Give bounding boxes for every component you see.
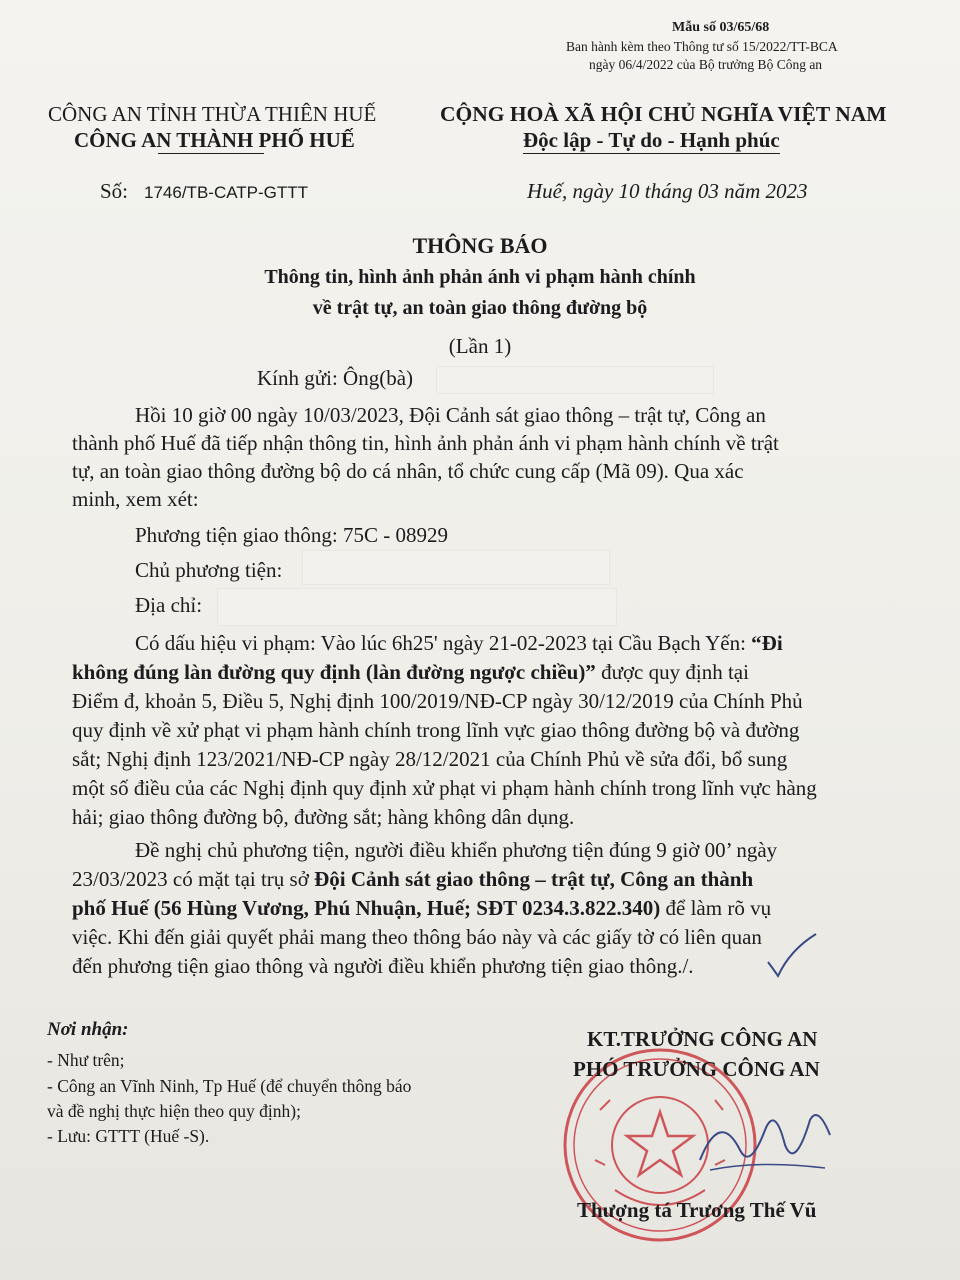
document-number: [100, 179, 308, 204]
violation-line-2-text: được quy định tại: [595, 660, 749, 684]
signature-title-2: PHÓ TRƯỞNG CÔNG AN: [573, 1057, 820, 1081]
intro-line-1: Hồi 10 giờ 00 ngày 10/03/2023, Đội Cảnh sát giao thông – trật tự, Công an: [135, 403, 766, 427]
salutation: Kính gửi: Ông(bà): [257, 366, 414, 390]
violation-line-4: quy định về xử phạt vi phạm hành chính trong lĩnh vực giao thông đường bộ và đường: [72, 718, 800, 742]
violation-line-1-text: Có dấu hiệu vi phạm: Vào lúc 6h25' ngày 21-02-2023 tại Cầu Bạch Yến:: [135, 631, 752, 655]
request-line-3-text: để làm rõ vụ: [660, 896, 772, 920]
motto-text: Độc lập - Tự do - Hạnh phúc: [523, 128, 780, 152]
vehicle-label: Phương tiện giao thông:: [135, 523, 338, 547]
redacted-recipient-name: [436, 366, 714, 394]
violation-line-5: sắt; Nghị định 123/2021/NĐ-CP ngày 28/12/2021 của Chính Phủ về sửa đổi, bổ sung: [72, 747, 788, 771]
agency-parent: CÔNG AN TỈNH THỪA THIÊN HUẾ: [48, 102, 377, 126]
recipient-item: và đề nghị thực hiện theo quy định);: [47, 1101, 301, 1121]
violation-line-7: hải; giao thông đường bộ, đường sắt; hàng không dân dụng.: [72, 805, 575, 829]
document-number-value: 1746/TB-CATP-GTTT: [144, 183, 309, 202]
violation-line-1-bold: “Đi: [751, 631, 783, 655]
form-issued-line-1: Ban hành kèm theo Thông tư số 15/2022/TT-BCA: [566, 39, 838, 54]
signature-title-1: KT.TRƯỞNG CÔNG AN: [587, 1027, 818, 1051]
recipient-item: - Lưu: GTTT (Huế -S).: [47, 1126, 210, 1146]
form-code: Mẫu số 03/65/68: [672, 20, 770, 35]
vehicle-plate: 75C - 08929: [342, 523, 448, 547]
request-line-4: việc. Khi đến giải quyết phải mang theo thông báo này và các giấy tờ có liên quan: [72, 925, 762, 949]
violation-line-6: một số điều của các Nghị định quy định xử phạt vi phạm hành chính trong lĩnh vực hàng: [72, 776, 817, 800]
intro-line-4: minh, xem xét:: [72, 487, 199, 511]
handwritten-signature: [690, 1090, 840, 1190]
vehicle-address-label: Địa chỉ:: [135, 593, 203, 617]
agency-name: CÔNG AN THÀNH PHỐ HUẾ: [74, 128, 355, 152]
checkmark-icon: [760, 930, 820, 980]
redacted-address: [217, 588, 617, 626]
redacted-owner: [302, 550, 610, 585]
violation-line-1: [135, 631, 783, 656]
document-subtitle-2: về trật tự, an toàn giao thông đường bộ: [312, 297, 648, 319]
recipient-item: - Như trên;: [47, 1050, 125, 1070]
document-title: THÔNG BÁO: [412, 233, 548, 258]
vehicle-plate-line: [135, 523, 448, 548]
document-subtitle-1: Thông tin, hình ảnh phản ánh vi phạm hành chính: [264, 266, 696, 288]
agency-underline: [158, 153, 264, 154]
form-issued-line-2: ngày 06/4/2022 của Bộ trưởng Bộ Công an: [589, 57, 823, 72]
request-line-5: đến phương tiện giao thông và người điều khiển phương tiện giao thông./.: [72, 954, 694, 978]
intro-line-2: thành phố Huế đã tiếp nhận thông tin, hình ảnh phản ánh vi phạm hành chính về trật: [72, 431, 779, 455]
request-office-address: phố Huế (56 Hùng Vương, Phú Nhuận, Huế; SĐT 0234.3.822.340): [72, 896, 661, 920]
vehicle-owner-label: Chủ phương tiện:: [135, 558, 283, 582]
violation-line-3: Điểm đ, khoản 5, Điều 5, Nghị định 100/2019/NĐ-CP ngày 30/12/2019 của Chính Phủ: [72, 689, 803, 713]
intro-line-3: tự, an toàn giao thông đường bộ do cá nhân, tổ chức cung cấp (Mã 09). Qua xác: [72, 459, 744, 483]
request-line-1: Đề nghị chủ phương tiện, người điều khiển phương tiện đúng 9 giờ 00’ ngày: [135, 838, 778, 862]
notice-round: (Lần 1): [448, 334, 512, 358]
motto: [523, 128, 780, 153]
request-line-3: [72, 896, 771, 921]
document-date: Huế, ngày 10 tháng 03 năm 2023: [527, 179, 808, 203]
signer-name: Thượng tá Trương Thế Vũ: [577, 1198, 817, 1222]
request-line-2-text: 23/03/2023 có mặt tại trụ sở: [72, 867, 315, 891]
violation-offence: không đúng làn đường quy định (làn đường ngược chiều)”: [72, 660, 596, 684]
request-line-2: [72, 867, 753, 892]
violation-line-2: [72, 660, 749, 685]
request-office: Đội Cảnh sát giao thông – trật tự, Công an thành: [314, 867, 754, 891]
recipient-item: - Công an Vĩnh Ninh, Tp Huế (để chuyển thông báo: [47, 1076, 412, 1096]
nation-name: CỘNG HOÀ XÃ HỘI CHỦ NGHĨA VIỆT NAM: [440, 102, 887, 126]
document-number-label: Số:: [100, 179, 129, 203]
recipients-title: Nơi nhận:: [47, 1019, 129, 1040]
